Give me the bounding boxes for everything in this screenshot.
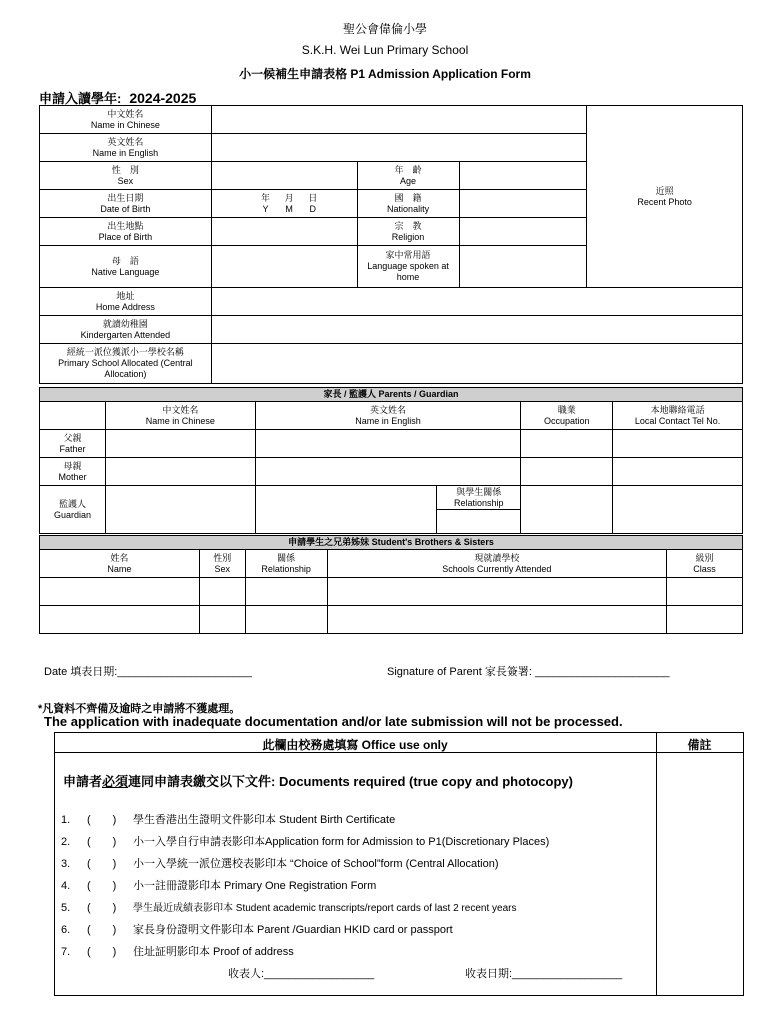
father-name-zh[interactable] [105, 430, 255, 458]
sibling-school[interactable] [327, 606, 666, 634]
docs-heading-en: Documents required (true copy and photocopy) [279, 774, 573, 789]
doc-item: 3. ( ) 小一入學統一派位選校表影印本 “Choice of School”form (Central Allocation) [61, 855, 499, 871]
label-name-zh: 中文姓名 Name in Chinese [40, 106, 212, 134]
col-sibling-sex: 性別 Sex [199, 550, 245, 578]
field-dob[interactable]: 年 Y 月 M 日 D [211, 190, 357, 218]
sibling-class[interactable] [667, 606, 743, 634]
parent-signature-field[interactable]: Signature of Parent 家長簽署: ______________________ [387, 666, 670, 678]
siblings-section-title: 申請學生之兄弟姊妹 Student's Brothers & Sisters [40, 536, 743, 550]
field-address[interactable] [211, 288, 742, 316]
field-native-language[interactable] [211, 246, 357, 288]
doc-item: 2. ( ) 小一入學自行申請表影印本Application form for Admission to P1(Discretionary Places) [61, 833, 549, 849]
guardian-relationship[interactable] [437, 510, 521, 534]
doc-checkbox[interactable]: ( ) [87, 924, 117, 936]
docs-heading-zh-post: 連同申請表繳交以下文件: [128, 774, 276, 789]
sibling-name[interactable] [40, 578, 200, 606]
field-sex[interactable] [211, 162, 357, 190]
field-kindergarten[interactable] [211, 316, 742, 344]
sibling-sex[interactable] [199, 578, 245, 606]
label-age: 年 齡 Age [357, 162, 459, 190]
field-name-en[interactable] [211, 134, 586, 162]
label-pob: 出生地點 Place of Birth [40, 218, 212, 246]
guardian-tel[interactable] [613, 486, 743, 534]
mother-name-en[interactable] [255, 458, 521, 486]
doc-checkbox[interactable]: ( ) [87, 858, 117, 870]
col-occupation: 職業 Occupation [521, 402, 613, 430]
applicant-table [39, 105, 743, 384]
col-sibling-class: 級別 Class [667, 550, 743, 578]
field-allocated-school[interactable] [211, 344, 742, 384]
docs-heading-zh-must: 必須 [102, 774, 129, 789]
doc-item: 7. ( ) 住址証明影印本 Proof of address [61, 943, 294, 959]
doc-checkbox[interactable]: ( ) [87, 946, 117, 958]
mother-tel[interactable] [613, 458, 743, 486]
label-religion: 宗 教 Religion [357, 218, 459, 246]
mother-name-zh[interactable] [105, 458, 255, 486]
date-field[interactable]: Date 填表日期:______________________ [44, 666, 252, 678]
photo-box[interactable]: 近照 Recent Photo [587, 106, 743, 288]
notice-zh: *凡資料不齊備及逾時之申請將不獲處理。 [38, 703, 241, 715]
sibling-school[interactable] [327, 578, 666, 606]
parents-header-blank [40, 402, 106, 430]
parents-table [39, 387, 743, 534]
field-home-language[interactable] [459, 246, 587, 288]
office-use-title: 此欄由校務處填寫 Office use only [262, 738, 448, 752]
doc-item: 1. ( ) 學生香港出生證明文件影印本 Student Birth Certificate [61, 811, 395, 827]
label-native-language: 母 語 Native Language [40, 246, 212, 288]
sibling-row [40, 606, 743, 634]
sibling-relationship[interactable] [245, 578, 327, 606]
guardian-occupation[interactable] [521, 486, 613, 534]
sibling-sex[interactable] [199, 606, 245, 634]
doc-checkbox[interactable]: ( ) [87, 902, 117, 914]
field-age[interactable] [459, 162, 587, 190]
parents-section-title: 家長 / 監護人 Parents / Guardian [40, 388, 743, 402]
label-sex: 性 別 Sex [40, 162, 212, 190]
receive-date-field[interactable]: 收表日期:__________________ [465, 968, 623, 980]
row-father: 父親 Father [40, 430, 106, 458]
doc-checkbox[interactable]: ( ) [87, 836, 117, 848]
label-dob: 出生日期 Date of Birth [40, 190, 212, 218]
mother-occupation[interactable] [521, 458, 613, 486]
sibling-row [40, 578, 743, 606]
col-name-en: 英文姓名 Name in English [255, 402, 521, 430]
father-occupation[interactable] [521, 430, 613, 458]
school-name-zh: 聖公會偉倫小學 [342, 22, 427, 36]
form-title: 小一候補生申請表格 P1 Admission Application Form [239, 67, 531, 81]
guardian-name-zh[interactable] [105, 486, 255, 534]
label-nationality: 國 籍 Nationality [357, 190, 459, 218]
doc-item: 4. ( ) 小一註冊證影印本 Primary One Registration Form [61, 877, 376, 893]
label-relationship: 與學生關係 Relationship [437, 486, 521, 510]
label-name-en: 英文姓名 Name in English [40, 134, 212, 162]
receiver-field[interactable]: 收表人:__________________ [228, 968, 375, 980]
academic-year-label: 申請入讀學年: [39, 91, 122, 106]
col-sibling-name: 姓名 Name [40, 550, 200, 578]
docs-heading [63, 771, 573, 790]
col-name-zh: 中文姓名 Name in Chinese [105, 402, 255, 430]
label-kindergarten: 就讀幼稚園 Kindergarten Attended [40, 316, 212, 344]
guardian-name-en[interactable] [255, 486, 437, 534]
doc-checkbox[interactable]: ( ) [87, 880, 117, 892]
col-tel: 本地聯絡電話 Local Contact Tel No. [613, 402, 743, 430]
row-guardian: 監護人 Guardian [40, 486, 106, 534]
field-nationality[interactable] [459, 190, 587, 218]
doc-item: 6. ( ) 家長身份證明文件影印本 Parent /Guardian HKID card or passport [61, 921, 453, 937]
row-mother: 母親 Mother [40, 458, 106, 486]
sibling-name[interactable] [40, 606, 200, 634]
sibling-class[interactable] [667, 578, 743, 606]
remarks-title: 備註 [687, 738, 712, 752]
docs-heading-zh-pre: 申請者 [63, 774, 103, 789]
remarks-divider [656, 732, 657, 995]
label-allocated-school: 經統一派位獲派小一學校名稱 Primary School Allocated (Central Allocation) [40, 344, 212, 384]
doc-checkbox[interactable]: ( ) [87, 814, 117, 826]
doc-item: 5. ( ) 學生最近成績表影印本 Student academic transcripts/report cards of last 2 recent years [61, 899, 516, 915]
label-address: 地址 Home Address [40, 288, 212, 316]
father-name-en[interactable] [255, 430, 521, 458]
col-sibling-school: 現就讀學校 Schools Currently Attended [327, 550, 666, 578]
field-pob[interactable] [211, 218, 357, 246]
school-name-en: S.K.H. Wei Lun Primary School [301, 43, 469, 57]
notice-en: The application with inadequate documentation and/or late submission will not be processed. [44, 714, 623, 729]
father-tel[interactable] [613, 430, 743, 458]
siblings-table [39, 535, 743, 634]
sibling-relationship[interactable] [245, 606, 327, 634]
field-religion[interactable] [459, 218, 587, 246]
field-name-zh[interactable] [211, 106, 586, 134]
col-sibling-relationship: 關係 Relationship [245, 550, 327, 578]
label-home-language: 家中常用語 Language spoken at home [357, 246, 459, 288]
academic-year-value: 2024-2025 [129, 90, 197, 106]
